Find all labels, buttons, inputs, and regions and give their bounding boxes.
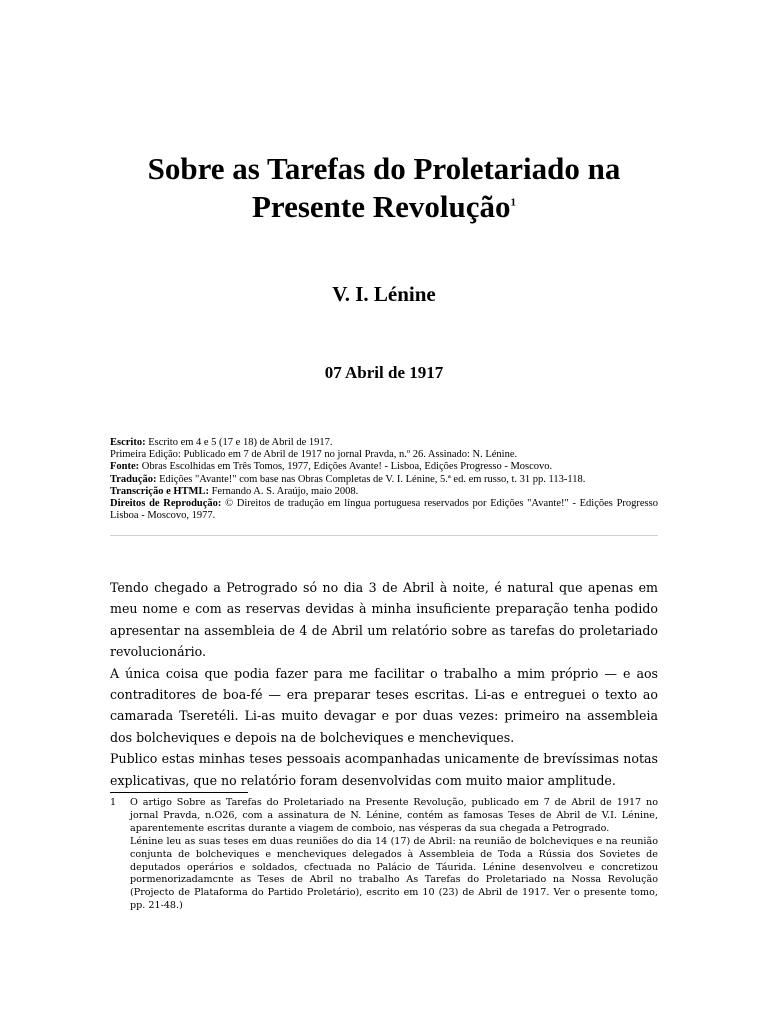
title-line-2: Presente Revolução	[251, 189, 511, 224]
meta-traducao-value: Edições "Avante!" com base nas Obras Completas de V. I. Lénine, 5.ª ed. em russo, t. 31 pp. 113-118.	[156, 473, 586, 485]
body-text	[110, 577, 658, 791]
footnote	[110, 797, 658, 913]
meta-fonte	[110, 461, 658, 473]
meta-fonte-label: Fonte:	[110, 461, 140, 473]
body-paragraph: Publico estas minhas teses pessoais acompanhadas unicamente de brevíssimas notas explicativas, que no relatório foram desenvolvidas com muito maior amplitude.	[110, 751, 658, 788]
meta-direitos-label: Direitos de Reprodução:	[110, 498, 222, 510]
body-paragraph: Tendo chegado a Petrogrado só no dia 3 de Abril à noite, é natural que apenas em meu nome e com as reservas devidas à minha insuficiente preparação tenha podido apresentar na assembleia de 4 de Abril um relatório sobre as tarefas do proletariado revolucionário.	[110, 580, 658, 660]
footnote-paragraph: Lénine leu as suas teses em duas reuniões do dia 14 (17) de Abril: na reunião de bolcheviques e na reunião conjunta de bolcheviques e mencheviques delegados à Assembleia de Toda a Rússia dos Sovietes de deputados operários e soldados, cfectuada no Palácio de Táurida. Lénine desenvolveu e concretizou pormenorizadamcnte as Teses de Abril no trabalho As Tarefas do Proletariado na Nossa Revolução (Projecto de Plataforma do Partido Proletário), escrito em 10 (23) de Abril de 1917. Ver o presente tomo, pp. 21-48.)	[130, 835, 658, 912]
document-title	[60, 150, 708, 226]
meta-direitos-value: © Direitos de tradução em língua portuguesa reservados por Edições "Avante!" - Edições Progresso Lisboa - Moscovo, 1977.	[110, 498, 658, 522]
meta-escrito-value: Escrito em 4 e 5 (17 e 18) de Abril de 1917.	[145, 437, 333, 448]
meta-direitos	[110, 498, 658, 522]
footnote-number: 1	[110, 797, 117, 808]
meta-transcricao-label: Transcrição e HTML:	[110, 485, 209, 497]
document-author: V. I. Lénine	[332, 282, 436, 306]
footnote-separator	[110, 792, 248, 793]
title-line-1: Sobre as Tarefas do Proletariado na	[147, 151, 621, 186]
body-paragraph: A única coisa que podia fazer para me facilitar o trabalho a mim próprio — e aos contraditores de boa-fé — era preparar teses escritas. Li-as e entreguei o texto ao camarada Tseretéli. Li-as muito devagar e por duas vezes: primeiro na assembleia dos bolcheviques e depois na de bolcheviques e mencheviques.	[110, 665, 658, 745]
meta-primeira-edicao: Primeira Edição: Publicado em 7 de Abril de 1917 no jornal Pravda, n.º 26. Assinado: N. Lénine.	[110, 449, 518, 461]
meta-traducao-label: Tradução:	[110, 473, 157, 485]
meta-transcricao	[110, 486, 658, 498]
meta-escrito	[110, 437, 658, 449]
document-date: 07 Abril de 1917	[324, 363, 444, 382]
footnote-paragraph: O artigo Sobre as Tarefas do Proletariado na Presente Revolução, publicado em 7 de Abril de 1917 no jornal Pravda, n.O26, com a assinatura de N. Lénine, contém as famosas Teses de Abril de V.I. Lénine, aparentemente escritas durante a viagem de comboio, nas vésperas da sua chegada a Petrogrado.	[130, 797, 658, 834]
title-footnote-ref[interactable]: 1	[510, 196, 517, 209]
meta-traducao	[110, 474, 658, 486]
metadata-block	[110, 437, 658, 522]
metadata-divider	[110, 535, 658, 536]
meta-escrito-label: Escrito:	[110, 437, 146, 448]
footnote-text	[130, 797, 658, 913]
meta-transcricao-value: Fernando A. S. Araújo, maio 2008.	[208, 485, 359, 497]
meta-fonte-value: Obras Escolhidas em Três Tomos, 1977, Edições Avante! - Lisboa, Edições Progresso - Moscovo.	[139, 461, 553, 473]
